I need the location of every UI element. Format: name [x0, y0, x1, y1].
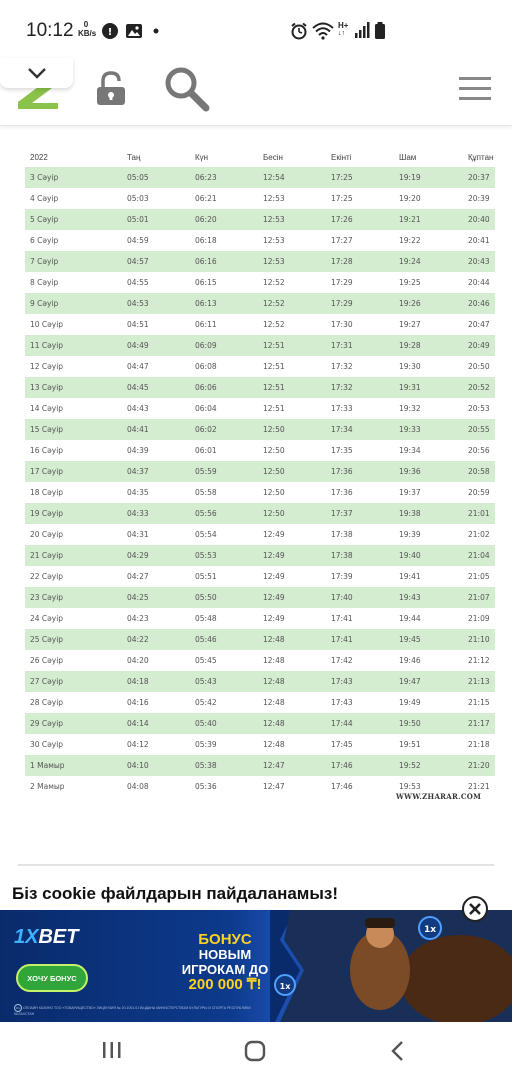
table-row [25, 188, 495, 209]
table-row [25, 734, 495, 755]
cookie-bar [0, 872, 512, 910]
table-row [25, 167, 495, 188]
row-time-cell: 04:14 [127, 719, 149, 728]
row-time-cell: 17:41 [331, 614, 353, 623]
table-row [25, 230, 495, 251]
row-time-cell: 21:10 [468, 635, 490, 644]
row-time-cell: 17:38 [331, 551, 353, 560]
row-time-cell: 12:49 [263, 572, 285, 581]
table-row [25, 356, 495, 377]
table-row [25, 293, 495, 314]
row-time-cell: 04:08 [127, 782, 149, 791]
row-time-cell: 17:41 [331, 635, 353, 644]
row-time-cell: 19:33 [399, 425, 421, 434]
row-time-cell: 04:49 [127, 341, 149, 350]
table-row [25, 440, 495, 461]
row-time-cell: 12:49 [263, 593, 285, 602]
row-date: 24 Сәуір [30, 614, 64, 623]
table-row [25, 650, 495, 671]
watermark: WWW.ZHARAR.COM [396, 792, 482, 801]
row-time-cell: 04:22 [127, 635, 149, 644]
row-time-cell: 12:53 [263, 215, 285, 224]
row-time-cell: 17:27 [331, 236, 353, 245]
home-icon[interactable] [244, 1040, 266, 1062]
row-date: 19 Сәуір [30, 509, 64, 518]
row-time-cell: 04:43 [127, 404, 149, 413]
row-time-cell: 19:50 [399, 719, 421, 728]
row-time-cell: 04:51 [127, 320, 149, 329]
row-time-cell: 04:31 [127, 530, 149, 539]
row-time-cell: 21:02 [468, 530, 490, 539]
table-row [25, 314, 495, 335]
row-time-cell: 21:05 [468, 572, 490, 581]
row-time-cell: 04:12 [127, 740, 149, 749]
row-time-cell: 21:15 [468, 698, 490, 707]
row-date: 25 Сәуір [30, 635, 64, 644]
status-time: 10:12 [26, 20, 74, 41]
row-time-cell: 17:46 [331, 782, 353, 791]
row-time-cell: 17:30 [331, 320, 353, 329]
row-time-cell: 19:22 [399, 236, 421, 245]
back-icon[interactable] [390, 1040, 406, 1062]
row-time-cell: 05:56 [195, 509, 217, 518]
row-date: 15 Сәуір [30, 425, 64, 434]
hplus-icon: H+ ↓↑ [338, 21, 349, 37]
row-time-cell: 06:15 [195, 278, 217, 287]
row-time-cell: 04:55 [127, 278, 149, 287]
row-time-cell: 12:52 [263, 320, 285, 329]
row-time-cell: 19:53 [399, 782, 421, 791]
row-time-cell: 17:31 [331, 341, 353, 350]
row-time-cell: 12:49 [263, 530, 285, 539]
row-time-cell: 04:37 [127, 467, 149, 476]
row-time-cell: 06:16 [195, 257, 217, 266]
row-time-cell: 12:50 [263, 488, 285, 497]
chevron-down-icon [27, 67, 47, 79]
row-time-cell: 17:32 [331, 362, 353, 371]
row-time-cell: 20:44 [468, 278, 490, 287]
svg-text:1x: 1x [423, 925, 437, 935]
table-row [25, 398, 495, 419]
row-time-cell: 20:59 [468, 488, 490, 497]
row-time-cell: 04:16 [127, 698, 149, 707]
row-time-cell: 19:39 [399, 530, 421, 539]
recent-apps-icon[interactable] [102, 1040, 122, 1060]
row-date: 18 Сәуір [30, 488, 64, 497]
row-time-cell: 12:48 [263, 635, 285, 644]
row-time-cell: 19:36 [399, 467, 421, 476]
row-time-cell: 17:28 [331, 257, 353, 266]
menu-icon[interactable] [458, 75, 492, 103]
row-time-cell: 21:01 [468, 509, 490, 518]
row-time-cell: 19:44 [399, 614, 421, 623]
row-time-cell: 12:51 [263, 383, 285, 392]
row-time-cell: 19:37 [399, 488, 421, 497]
row-time-cell: 06:09 [195, 341, 217, 350]
row-time-cell: 19:21 [399, 215, 421, 224]
row-time-cell: 12:52 [263, 299, 285, 308]
row-time-cell: 17:38 [331, 530, 353, 539]
row-time-cell: 06:13 [195, 299, 217, 308]
table-row [25, 335, 495, 356]
row-time-cell: 20:52 [468, 383, 490, 392]
row-time-cell: 06:02 [195, 425, 217, 434]
row-time-cell: 19:51 [399, 740, 421, 749]
row-time-cell: 19:24 [399, 257, 421, 266]
row-time-cell: 19:49 [399, 698, 421, 707]
row-time-cell: 17:45 [331, 740, 353, 749]
row-time-cell: 05:05 [127, 173, 149, 182]
row-time-cell: 20:47 [468, 320, 490, 329]
row-date: 14 Сәуір [30, 404, 64, 413]
row-time-cell: 05:45 [195, 656, 217, 665]
row-time-cell: 04:47 [127, 362, 149, 371]
header-sham: Шам [399, 152, 417, 162]
row-time-cell: 12:48 [263, 677, 285, 686]
image-icon [126, 24, 142, 38]
table-row [25, 755, 495, 776]
ad-artwork [270, 910, 512, 1022]
row-time-cell: 04:33 [127, 509, 149, 518]
row-time-cell: 06:11 [195, 320, 217, 329]
alarm-icon [290, 22, 308, 40]
row-time-cell: 12:48 [263, 719, 285, 728]
row-time-cell: 05:51 [195, 572, 217, 581]
row-time-cell: 17:29 [331, 278, 353, 287]
row-time-cell: 19:41 [399, 572, 421, 581]
table-row [25, 377, 495, 398]
table-row [25, 713, 495, 734]
row-time-cell: 05:43 [195, 677, 217, 686]
row-time-cell: 04:45 [127, 383, 149, 392]
row-time-cell: 17:33 [331, 404, 353, 413]
row-time-cell: 17:32 [331, 383, 353, 392]
row-time-cell: 19:30 [399, 362, 421, 371]
row-date: 23 Сәуір [30, 593, 64, 602]
wifi-icon [312, 22, 334, 40]
row-time-cell: 12:47 [263, 782, 285, 791]
row-time-cell: 06:04 [195, 404, 217, 413]
collapse-tab[interactable] [0, 58, 73, 88]
row-date: 17 Сәуір [30, 467, 64, 476]
row-time-cell: 05:46 [195, 635, 217, 644]
table-row [25, 272, 495, 293]
row-date: 11 Сәуір [30, 341, 64, 350]
row-date: 26 Сәуір [30, 656, 64, 665]
row-time-cell: 05:36 [195, 782, 217, 791]
row-time-cell: 19:47 [399, 677, 421, 686]
row-time-cell: 17:43 [331, 698, 353, 707]
row-time-cell: 19:28 [399, 341, 421, 350]
row-time-cell: 12:50 [263, 509, 285, 518]
row-time-cell: 12:53 [263, 257, 285, 266]
row-time-cell: 19:32 [399, 404, 421, 413]
row-time-cell: 17:36 [331, 488, 353, 497]
row-time-cell: 04:23 [127, 614, 149, 623]
row-time-cell: 17:46 [331, 761, 353, 770]
lock-icon[interactable] [94, 71, 128, 107]
battery-icon [374, 22, 386, 40]
row-date: 13 Сәуір [30, 383, 64, 392]
row-time-cell: 19:34 [399, 446, 421, 455]
row-time-cell: 12:50 [263, 425, 285, 434]
header-quptan: Құптан [468, 152, 494, 162]
row-time-cell: 04:57 [127, 257, 149, 266]
row-time-cell: 20:55 [468, 425, 490, 434]
row-time-cell: 04:41 [127, 425, 149, 434]
row-date: 7 Сәуір [30, 257, 59, 266]
row-time-cell: 20:53 [468, 404, 490, 413]
row-time-cell: 06:20 [195, 215, 217, 224]
table-row [25, 566, 495, 587]
header-kun: Күн [195, 152, 209, 162]
row-time-cell: 19:43 [399, 593, 421, 602]
row-time-cell: 12:52 [263, 278, 285, 287]
row-time-cell: 06:01 [195, 446, 217, 455]
row-time-cell: 19:25 [399, 278, 421, 287]
row-time-cell: 17:44 [331, 719, 353, 728]
row-time-cell: 21:18 [468, 740, 490, 749]
row-time-cell: 19:27 [399, 320, 421, 329]
row-time-cell: 12:51 [263, 362, 285, 371]
signal-icon [354, 22, 370, 38]
table-row [25, 503, 495, 524]
row-time-cell: 04:35 [127, 488, 149, 497]
row-date: 29 Сәуір [30, 719, 64, 728]
row-time-cell: 04:53 [127, 299, 149, 308]
row-time-cell: 04:39 [127, 446, 149, 455]
row-date: 28 Сәуір [30, 698, 64, 707]
row-date: 20 Сәуір [30, 530, 64, 539]
row-date: 1 Мамыр [30, 761, 65, 770]
row-time-cell: 20:46 [468, 299, 490, 308]
site-header [0, 58, 512, 126]
prayer-times-table [25, 147, 495, 797]
row-date: 2 Мамыр [30, 782, 65, 791]
row-time-cell: 20:50 [468, 362, 490, 371]
ad-fine-print: 18+ ОПЛАЙН КАЗИНО ТОО «ТОВАРИЩЕСТВО» ЛИЦЕНЗИЯ № 20.1001.01 ВЫДАНА МИНИСТЕРСТВОМ КУЛЬТУРЫ И СПОРТА РЕСПУБЛИКИ КАЗАХСТАН [14, 1006, 251, 1016]
row-time-cell: 17:34 [331, 425, 353, 434]
row-time-cell: 17:40 [331, 593, 353, 602]
row-time-cell: 05:50 [195, 593, 217, 602]
table-row [25, 419, 495, 440]
header-tan: Таң [127, 152, 141, 162]
row-time-cell: 05:42 [195, 698, 217, 707]
row-time-cell: 17:35 [331, 446, 353, 455]
divider [18, 864, 494, 866]
row-time-cell: 06:18 [195, 236, 217, 245]
table-row [25, 692, 495, 713]
row-time-cell: 05:58 [195, 488, 217, 497]
row-time-cell: 19:52 [399, 761, 421, 770]
row-time-cell: 05:39 [195, 740, 217, 749]
row-time-cell: 12:50 [263, 467, 285, 476]
row-time-cell: 17:37 [331, 509, 353, 518]
row-time-cell: 12:48 [263, 740, 285, 749]
row-time-cell: 21:17 [468, 719, 490, 728]
row-time-cell: 05:54 [195, 530, 217, 539]
row-time-cell: 12:47 [263, 761, 285, 770]
row-time-cell: 12:53 [263, 236, 285, 245]
row-time-cell: 12:53 [263, 194, 285, 203]
row-time-cell: 21:12 [468, 656, 490, 665]
table-row [25, 545, 495, 566]
row-date: 5 Сәуір [30, 215, 59, 224]
table-row [25, 608, 495, 629]
row-time-cell: 20:49 [468, 341, 490, 350]
close-button[interactable] [462, 896, 488, 922]
row-time-cell: 17:29 [331, 299, 353, 308]
row-time-cell: 19:40 [399, 551, 421, 560]
data-saver-icon [101, 22, 119, 40]
row-time-cell: 04:29 [127, 551, 149, 560]
row-date: 9 Сәуір [30, 299, 59, 308]
table-row [25, 251, 495, 272]
row-time-cell: 19:46 [399, 656, 421, 665]
cookie-text: Біз cookie файлдарын пайдаланамыз! [12, 884, 339, 903]
row-time-cell: 12:51 [263, 341, 285, 350]
row-time-cell: 12:48 [263, 698, 285, 707]
row-time-cell: 19:20 [399, 194, 421, 203]
row-date: 16 Сәуір [30, 446, 64, 455]
row-time-cell: 17:25 [331, 173, 353, 182]
row-date: 4 Сәуір [30, 194, 59, 203]
row-time-cell: 05:38 [195, 761, 217, 770]
header-ekinti: Екінті [331, 152, 352, 162]
row-date: 21 Сәуір [30, 551, 64, 560]
row-time-cell: 21:21 [468, 782, 490, 791]
row-time-cell: 17:39 [331, 572, 353, 581]
row-time-cell: 19:31 [399, 383, 421, 392]
table-body [25, 167, 495, 797]
row-time-cell: 21:13 [468, 677, 490, 686]
row-time-cell: 19:19 [399, 173, 421, 182]
row-time-cell: 17:42 [331, 656, 353, 665]
row-time-cell: 20:58 [468, 467, 490, 476]
row-time-cell: 12:49 [263, 551, 285, 560]
row-time-cell: 05:53 [195, 551, 217, 560]
system-nav-bar [0, 1022, 512, 1080]
row-time-cell: 06:21 [195, 194, 217, 203]
row-time-cell: 17:43 [331, 677, 353, 686]
row-time-cell: 04:25 [127, 593, 149, 602]
table-row [25, 587, 495, 608]
header-year: 2022 [30, 152, 48, 162]
row-time-cell: 06:08 [195, 362, 217, 371]
row-time-cell: 04:27 [127, 572, 149, 581]
row-time-cell: 17:26 [331, 215, 353, 224]
ad-cta-button[interactable]: ХОЧУ БОНУС [16, 964, 88, 992]
table-row [25, 461, 495, 482]
row-date: 30 Сәуір [30, 740, 64, 749]
row-time-cell: 04:59 [127, 236, 149, 245]
ad-banner[interactable] [0, 910, 512, 1022]
row-date: 10 Сәуір [30, 320, 64, 329]
row-time-cell: 12:54 [263, 173, 285, 182]
row-time-cell: 05:01 [127, 215, 149, 224]
row-time-cell: 20:56 [468, 446, 490, 455]
row-time-cell: 17:36 [331, 467, 353, 476]
row-time-cell: 04:20 [127, 656, 149, 665]
row-date: 8 Сәуір [30, 278, 59, 287]
row-time-cell: 17:25 [331, 194, 353, 203]
row-date: 27 Сәуір [30, 677, 64, 686]
table-row [25, 671, 495, 692]
row-time-cell: 05:40 [195, 719, 217, 728]
row-time-cell: 20:40 [468, 215, 490, 224]
row-time-cell: 20:43 [468, 257, 490, 266]
header-besin: Бесін [263, 152, 283, 162]
row-time-cell: 12:51 [263, 404, 285, 413]
row-time-cell: 21:20 [468, 761, 490, 770]
row-time-cell: 21:07 [468, 593, 490, 602]
row-time-cell: 19:45 [399, 635, 421, 644]
ad-brand-logo: 1XBET [14, 926, 79, 948]
row-time-cell: 04:18 [127, 677, 149, 686]
row-time-cell: 12:48 [263, 656, 285, 665]
row-time-cell: 21:04 [468, 551, 490, 560]
dot-icon [153, 28, 159, 34]
row-date: 3 Сәуір [30, 173, 59, 182]
row-time-cell: 05:48 [195, 614, 217, 623]
table-header [25, 147, 495, 167]
row-time-cell: 12:50 [263, 446, 285, 455]
row-time-cell: 19:26 [399, 299, 421, 308]
row-time-cell: 20:39 [468, 194, 490, 203]
row-time-cell: 20:41 [468, 236, 490, 245]
row-time-cell: 06:06 [195, 383, 217, 392]
ad-bonus-text: БОНУС НОВЫМ ИГРОКАМ ДО 200 000 ₸! [181, 931, 269, 993]
search-icon[interactable] [163, 65, 211, 113]
table-row [25, 209, 495, 230]
row-date: 12 Сәуір [30, 362, 64, 371]
table-row [25, 524, 495, 545]
row-time-cell: 19:38 [399, 509, 421, 518]
table-row [25, 629, 495, 650]
row-time-cell: 06:23 [195, 173, 217, 182]
close-icon [468, 902, 482, 916]
svg-text:1x: 1x [279, 982, 291, 991]
svg-text:!: ! [107, 27, 113, 38]
row-time-cell: 05:59 [195, 467, 217, 476]
row-time-cell: 20:37 [468, 173, 490, 182]
table-row [25, 482, 495, 503]
row-date: 6 Сәуір [30, 236, 59, 245]
row-time-cell: 21:09 [468, 614, 490, 623]
row-time-cell: 05:03 [127, 194, 149, 203]
row-date: 22 Сәуір [30, 572, 64, 581]
row-time-cell: 04:10 [127, 761, 149, 770]
row-time-cell: 12:49 [263, 614, 285, 623]
status-bar [0, 0, 512, 58]
net-speed: 0 KB/s [78, 20, 97, 38]
